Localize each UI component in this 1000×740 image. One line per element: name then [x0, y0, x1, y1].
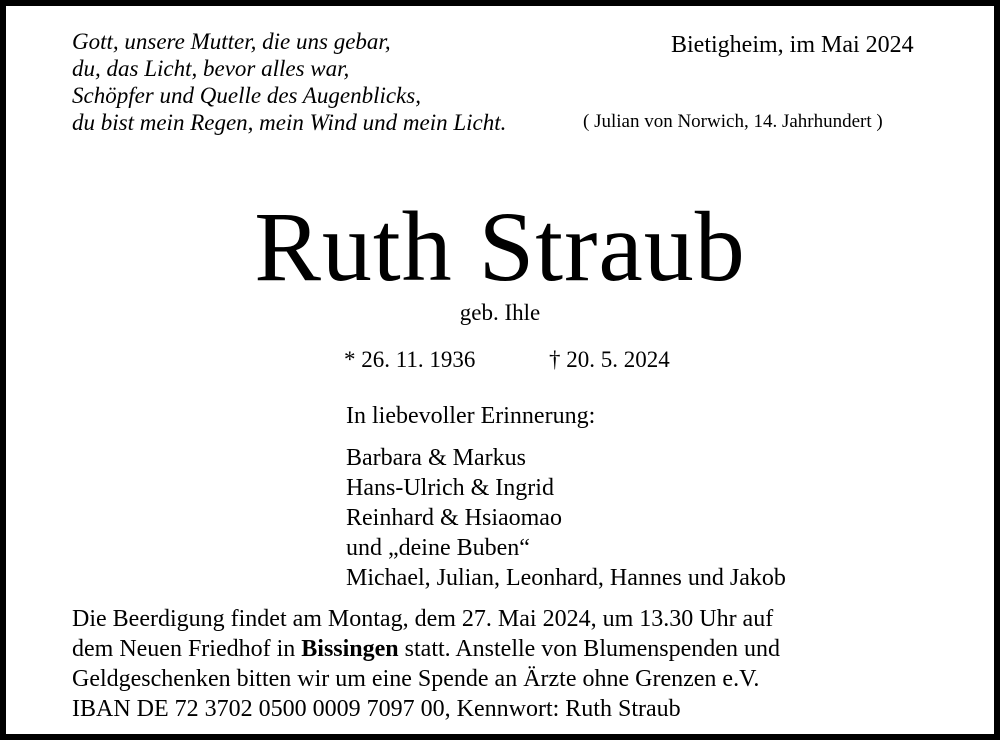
cemetery-place: Bissingen	[301, 636, 399, 662]
place-date: Bietigheim, im Mai 2024	[671, 32, 914, 58]
poem-line: Gott, unsere Mutter, die uns gebar,	[72, 29, 391, 54]
mourner-line: und „deine Buben“	[346, 535, 530, 561]
mourner-line: Reinhard & Hsiaomao	[346, 505, 562, 531]
poem	[72, 28, 506, 136]
notice-text: statt. Anstelle von Blumenspenden und	[398, 636, 780, 662]
funeral-notice	[72, 604, 780, 724]
notice-line: Die Beerdigung findet am Montag, dem 27. Mai 2024, um 13.30 Uhr auf	[72, 606, 774, 632]
poem-attribution: ( Julian von Norwich, 14. Jahrhundert )	[583, 111, 883, 132]
birth-name: geb. Ihle	[459, 300, 541, 325]
mourners-list	[346, 443, 786, 593]
poem-line: du bist mein Regen, mein Wind und mein Licht.	[72, 110, 507, 135]
birth-date: * 26. 11. 1936	[344, 347, 476, 372]
poem-line: du, das Licht, bevor alles war,	[72, 56, 350, 81]
mourner-line: Michael, Julian, Leonhard, Hannes und Jakob	[346, 565, 786, 591]
notice-line: IBAN DE 72 3702 0500 0009 7097 00, Kennwort: Ruth Straub	[72, 696, 681, 722]
notice-line: Geldgeschenken bitten wir um eine Spende an Ärzte ohne Grenzen e.V.	[72, 666, 760, 692]
deceased-name: Ruth Straub	[254, 191, 746, 302]
mourner-line: Hans-Ulrich & Ingrid	[346, 475, 554, 501]
notice-line	[72, 634, 780, 664]
notice-text: dem Neuen Friedhof in	[72, 636, 302, 662]
poem-line: Schöpfer und Quelle des Augenblicks,	[72, 83, 421, 108]
mourner-line: Barbara & Markus	[346, 445, 526, 471]
remembrance-intro: In liebevoller Erinnerung:	[346, 403, 596, 429]
death-date: † 20. 5. 2024	[549, 347, 670, 372]
